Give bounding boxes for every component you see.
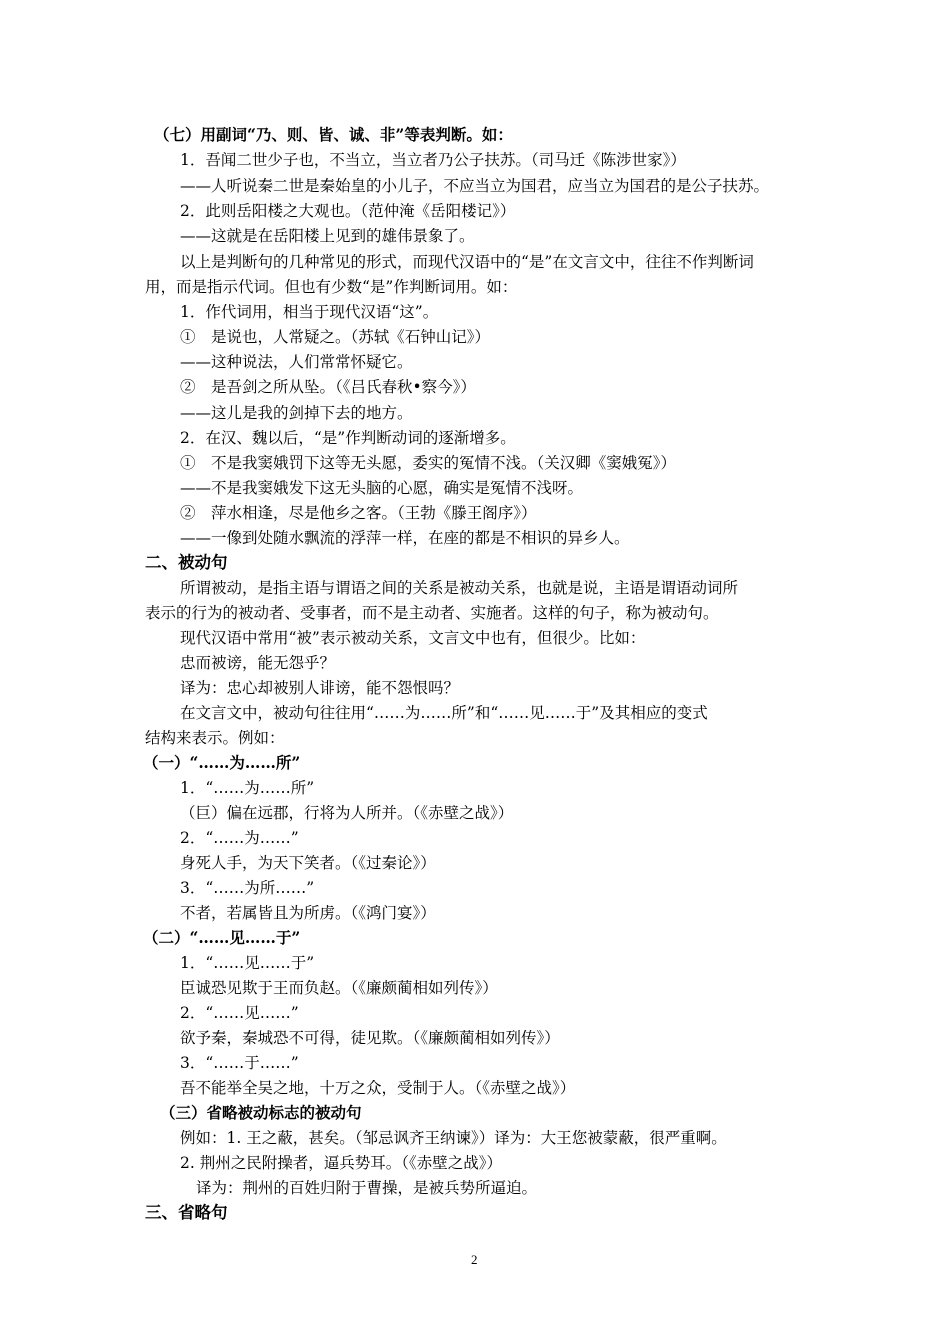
list-item: 3．“……于……” [180,1054,299,1072]
example-sentence: 2. 荆州之民附操者，逼兵势耳。（《赤壁之战》） [180,1154,502,1172]
body-paragraph-continued: 结构来表示。例如： [145,729,285,747]
example-sentence: 1．吾闻二世少子也，不当立，当立者乃公子扶苏。（司马迁《陈涉世家》） [180,151,686,169]
list-item: 3．“……为所……” [180,879,315,897]
body-paragraph: 以上是判断句的几种常见的形式，而现代汉语中的“是”在文言文中，往往不作判断词 [180,253,754,271]
example-sentence: 例如：1. 王之蔽，甚矣。（邹忌讽齐王纳谏》）译为：大王您被蒙蔽，很严重啊。 [180,1129,727,1147]
example-sentence: ① 不是我窦娥罚下这等无头愿，委实的冤情不浅。（关汉卿《窦娥冤》） [180,454,677,472]
body-paragraph: 现代汉语中常用“被”表示被动关系，文言文中也有，但很少。比如： [180,629,646,647]
example-sentence: ① 是说也，人常疑之。（苏轼《石钟山记》） [180,328,491,346]
page-number: 2 [471,1252,478,1267]
subheading-wei-suo: （一）“……为……所” [143,753,301,772]
list-item: 2．“……见……” [180,1004,299,1022]
translation-line: 译为：忠心却被别人诽谤，能不怨恨吗？ [180,679,460,697]
example-sentence: 欲予秦，秦城恐不可得，徒见欺。（《廉颇蔺相如列传》） [180,1029,560,1047]
section-heading-ellipsis: 三、省略句 [145,1203,228,1222]
subheading-omitted-marker: （三）省略被动标志的被动句 [160,1103,362,1122]
translation-line: ——不是我窦娥发下这无头脑的心愿，确实是冤情不浅呀。 [180,479,584,497]
example-sentence: （巨）偏在远郡，行将为人所并。（《赤壁之战》） [180,804,514,822]
example-sentence: 吾不能举全吴之地，十万之众，受制于人。（《赤壁之战》） [180,1079,576,1097]
subheading-jian-yu: （二）“……见……于” [143,928,301,947]
list-item: 2．“……为……” [180,829,299,847]
translation-line: ——这就是在岳阳楼上见到的雄伟景象了。 [180,227,475,245]
example-sentence: 不者，若属皆且为所虏。（《鸿门宴》） [180,904,436,922]
body-paragraph-continued: 用，而是指示代词。但也有少数“是”作判断词用。如： [145,278,518,296]
translation-line: ——这儿是我的剑掉下去的地方。 [180,404,413,422]
section-heading-passive: 二、被动句 [145,553,228,572]
example-sentence: 身死人手，为天下笑者。（《过秦论》） [180,854,436,872]
translation-line: ——人听说秦二世是秦始皇的小儿子，不应当立为国君，应当立为国君的是公子扶苏。 [180,177,770,195]
example-sentence: 2．此则岳阳楼之大观也。（范仲淹《岳阳楼记》） [180,202,516,220]
translation-line: ——一像到处随水飘流的浮萍一样，在座的都是不相识的异乡人。 [180,529,630,547]
body-paragraph: 在文言文中，被动句往往用“……为……所”和“……见……于”及其相应的变式 [180,704,708,722]
example-sentence: 忠而被谤，能无怨乎？ [180,654,336,672]
list-item: 2．在汉、魏以后，“是”作判断动词的逐渐增多。 [180,429,516,447]
subheading-adverb-judgment: （七）用副词“乃、则、皆、诚、非”等表判断。如： [154,125,513,144]
example-sentence: ② 萍水相逢，尽是他乡之客。（王勃《滕王阁序》） [180,504,537,522]
example-sentence: 臣诚恐见欺于王而负赵。（《廉颇蔺相如列传》） [180,979,498,997]
body-paragraph: 所谓被动，是指主语与谓语之间的关系是被动关系，也就是说，主语是谓语动词所 [180,579,739,597]
list-item: 1．作代词用，相当于现代汉语“这”。 [180,303,439,321]
translation-line: ——这种说法，人们常常怀疑它。 [180,353,413,371]
translation-line: 译为：荆州的百姓归附于曹操，是被兵势所逼迫。 [196,1179,538,1197]
list-item: 1．“……见……于” [180,954,315,972]
list-item: 1．“……为……所” [180,779,315,797]
example-sentence: ② 是吾剑之所从坠。（《吕氏春秋•察今》） [180,378,476,396]
body-paragraph-continued: 表示的行为的被动者、受事者，而不是主动者、实施者。这样的句子，称为被动句。 [145,604,719,622]
